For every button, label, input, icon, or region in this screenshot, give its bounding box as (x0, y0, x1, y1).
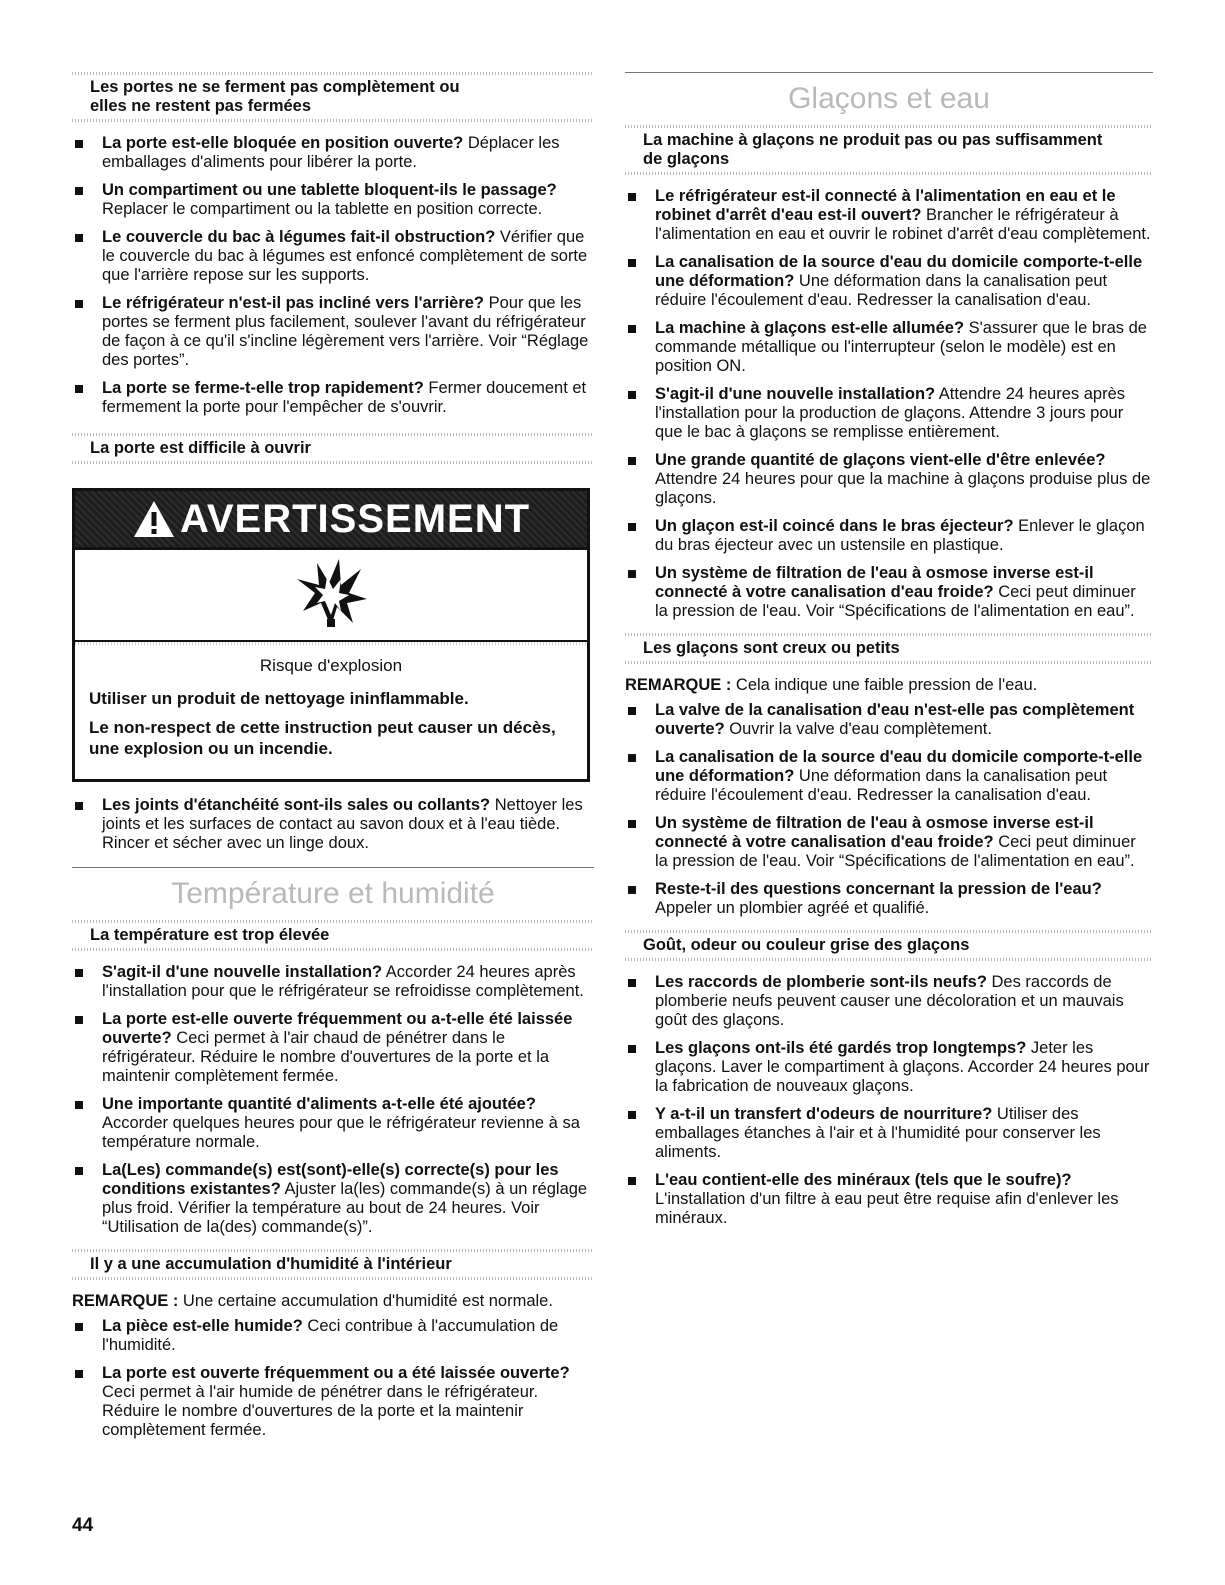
question-text: Une importante quantité d'aliments a-t-elle été ajoutée? (102, 1095, 536, 1113)
subheading-text: Il y a une accumulation d'humidité à l'intérieur (90, 1255, 452, 1273)
answer-text: Ceci contribue à l'accumulation de l'humidité. (102, 1317, 559, 1354)
warning-instruction: Utiliser un produit de nettoyage ininflammable. (89, 689, 469, 708)
answer-text: Pour que les portes se ferment plus facilement, soulever l'avant du réfrigérateur de façon à ce qu'il s'incline légèrement vers l'arrière. Voir “Réglage des portes”. (102, 294, 589, 369)
question-text: Un système de filtration de l'eau à osmose inverse est-il connecté à votre canalisation d'eau froide? (655, 564, 1094, 601)
list-item (625, 880, 1153, 918)
right-column (625, 72, 1153, 1237)
list-item (72, 1317, 594, 1355)
page-number: 44 (72, 1515, 94, 1536)
list-item (625, 701, 1153, 739)
subheading-text: Goût, odeur ou couleur grise des glaçons (643, 936, 970, 954)
question-text: Le réfrigérateur est-il connecté à l'alimentation en eau et le robinet d'arrêt d'eau est-il ouvert? (655, 187, 1116, 224)
list-item (625, 319, 1153, 376)
list-item (72, 134, 594, 172)
explosion-icon (291, 557, 371, 633)
warning-title: AVERTISSEMENT (179, 497, 531, 541)
warning-risk: Risque d'explosion (259, 656, 403, 675)
list-item (625, 564, 1153, 621)
question-text: Les joints d'étanchéité sont-ils sales ou collants? (102, 796, 491, 814)
answer-text: Utiliser des emballages étanches à l'air et à l'humidité pour conserver les aliments. (655, 1105, 1101, 1161)
subheading-doors-not-closing (72, 72, 594, 122)
answer-text: Une déformation dans la canalisation peut réduire l'écoulement d'eau. Redresser la canalisation d'eau. (655, 272, 1108, 309)
answer-text: Brancher le réfrigérateur à l'alimentation en eau et ouvrir le robinet d'arrêt d'eau complètement. (655, 206, 1151, 243)
bullet-list (72, 963, 594, 1237)
subheading-line: elles ne restent pas fermées (90, 97, 312, 115)
bullet-list (72, 134, 594, 417)
answer-text: Une déformation dans la canalisation peut réduire l'écoulement d'eau. Redresser la canalisation d'eau. (655, 767, 1108, 804)
answer-text: L'installation d'un filtre à eau peut être requise afin d'enlever les minéraux. (655, 1190, 1119, 1227)
answer-text: S'assurer que le bras de commande métallique ou l'interrupteur (selon le modèle) est en position ON. (655, 319, 1147, 375)
section-title-temperature: Température et humidité (72, 867, 594, 912)
question-text: La porte est-elle ouverte fréquemment ou a-t-elle été laissée ouverte? (102, 1010, 573, 1047)
question-text: Le couvercle du bac à légumes fait-il obstruction? (102, 228, 496, 246)
answer-text: Attendre 24 heures après l'installation pour la production de glaçons. Attendre 3 jours pour que le bac à glaçons se remplisse entièrement. (655, 385, 1126, 441)
answer-text: Ceci peut diminuer la pression de l'eau. Voir “Spécifications de l'alimentation en eau”. (655, 833, 1136, 870)
question-text: Le réfrigérateur n'est-il pas incliné vers l'arrière? (102, 294, 485, 312)
question-text: La porte se ferme-t-elle trop rapidement? (102, 379, 424, 397)
question-text: La(Les) commande(s) est(sont)-elle(s) correcte(s) pour les conditions existantes? (102, 1161, 559, 1198)
list-item (72, 796, 594, 853)
subheading-taste-odor (625, 930, 1153, 961)
list-item (625, 748, 1153, 805)
question-text: La pièce est-elle humide? (102, 1317, 303, 1335)
bullet-list (72, 796, 594, 853)
answer-text: Replacer le compartiment ou la tablette en position correcte. (102, 200, 543, 218)
warning-consequence: Le non-respect de cette instruction peut causer un décès, une explosion ou un incendie. (89, 718, 556, 758)
question-text: Y a-t-il un transfert d'odeurs de nourriture? (655, 1105, 993, 1123)
question-text: S'agit-il d'une nouvelle installation? (102, 963, 383, 981)
subheading-line: de glaçons (643, 150, 730, 168)
list-item (625, 517, 1153, 555)
list-item (72, 181, 594, 219)
list-item (625, 451, 1153, 508)
note-text: Cela indique une faible pression de l'eau. (731, 676, 1038, 694)
answer-text: Ceci permet à l'air chaud de pénétrer dans le réfrigérateur. Réduire le nombre d'ouvertures de la porte et la maintenir complètement fermée. (102, 1029, 550, 1085)
note-label: REMARQUE : (72, 1292, 179, 1310)
question-text: Un système de filtration de l'eau à osmose inverse est-il connecté à votre canalisation d'eau froide? (655, 814, 1094, 851)
list-item (625, 385, 1153, 442)
answer-text: Ceci peut diminuer la pression de l'eau. Voir “Spécifications de l'alimentation en eau”. (655, 583, 1136, 620)
question-text: L'eau contient-elle des minéraux (tels que le soufre)? (655, 1171, 1072, 1189)
answer-text: Ceci permet à l'air humide de pénétrer dans le réfrigérateur. Réduire le nombre d'ouvertures de la porte et la maintenir complètement fermée. (102, 1383, 539, 1439)
subheading-door-hard-to-open (72, 433, 594, 464)
list-item (625, 1171, 1153, 1228)
list-item (72, 1095, 594, 1152)
answer-text: Des raccords de plomberie neufs peuvent causer une décoloration et un mauvais goût des glaçons. (655, 973, 1124, 1029)
bullet-list (625, 187, 1153, 621)
answer-text: Enlever le glaçon du bras éjecteur avec un ustensile en plastique. (655, 517, 1145, 554)
answer-text: Nettoyer les joints et les surfaces de contact au savon doux et à l'eau tiède. Rincer et sécher avec un linge doux. (102, 796, 583, 852)
bullet-list (625, 973, 1153, 1228)
warning-triangle-icon (132, 499, 176, 539)
answer-text: Ajuster la(les) commande(s) à un réglage plus froid. Vérifier la température au bout de 24 heures. Voir “Utilisation de la(des) commande(s)”. (102, 1180, 588, 1236)
note (72, 1292, 594, 1311)
question-text: Un glaçon est-il coincé dans le bras éjecteur? (655, 517, 1014, 535)
answer-text: Ouvrir la valve d'eau complètement. (724, 720, 992, 738)
answer-text: Vérifier que le couvercle du bac à légumes est enfoncé complètement de sorte que l'arrière repose sur les supports. (102, 228, 588, 284)
subheading-ice-maker (625, 125, 1153, 175)
question-text: La canalisation de la source d'eau du domicile comporte-t-elle une déformation? (655, 748, 1143, 785)
answer-text: Accorder quelques heures pour que le réfrigérateur revienne à sa température normale. (102, 1114, 580, 1151)
subheading-humidity (72, 1249, 594, 1280)
question-text: La valve de la canalisation d'eau n'est-elle pas complètement ouverte? (655, 701, 1135, 738)
list-item (72, 963, 594, 1001)
list-item (625, 1039, 1153, 1096)
bullet-list (72, 1317, 594, 1440)
note-text: Une certaine accumulation d'humidité est normale. (178, 1292, 553, 1310)
question-text: La porte est-elle bloquée en position ouverte? (102, 134, 464, 152)
subheading-hollow-ice (625, 633, 1153, 664)
answer-text: Accorder 24 heures après l'installation pour que le réfrigérateur se refroidisse complètement. (102, 963, 584, 1000)
subheading-text: Les glaçons sont creux ou petits (643, 639, 900, 657)
list-item (625, 973, 1153, 1030)
note-label: REMARQUE : (625, 676, 732, 694)
warning-header (75, 491, 587, 550)
question-text: La porte est ouverte fréquemment ou a été laissée ouverte? (102, 1364, 570, 1382)
list-item (72, 379, 594, 417)
warning-box (72, 488, 590, 782)
question-text: S'agit-il d'une nouvelle installation? (655, 385, 936, 403)
list-item (72, 228, 594, 285)
answer-text: Jeter les glaçons. Laver le compartiment à glaçons. Accorder 24 heures pour la fabrication de nouveaux glaçons. (655, 1039, 1150, 1095)
list-item (625, 814, 1153, 871)
bullet-list (625, 701, 1153, 918)
answer-text: Appeler un plombier agréé et qualifié. (655, 899, 930, 917)
answer-text: Fermer doucement et fermement la porte pour l'empêcher de s'ouvrir. (102, 379, 587, 416)
list-item (625, 253, 1153, 310)
list-item (72, 1010, 594, 1086)
section-title-ice-water: Glaçons et eau (625, 72, 1153, 117)
list-item (72, 294, 594, 370)
warning-body (75, 642, 587, 779)
question-text: Un compartiment ou une tablette bloquent-ils le passage? (102, 181, 557, 199)
question-text: Les raccords de plomberie sont-ils neufs? (655, 973, 987, 991)
subheading-temperature-high (72, 920, 594, 951)
subheading-text: La porte est difficile à ouvrir (90, 439, 311, 457)
subheading-line: La machine à glaçons ne produit pas ou pas suffisamment (643, 131, 1103, 149)
subheading-text: La température est trop élevée (90, 926, 330, 944)
left-column (72, 72, 594, 1449)
list-item (625, 187, 1153, 244)
question-text: Les glaçons ont-ils été gardés trop longtemps? (655, 1039, 1027, 1057)
question-text: La machine à glaçons est-elle allumée? (655, 319, 965, 337)
answer-text: Attendre 24 heures pour que la machine à glaçons produise plus de glaçons. (655, 470, 1151, 507)
list-item (72, 1161, 594, 1237)
explosion-icon-area (75, 550, 587, 642)
answer-text: Déplacer les emballages d'aliments pour libérer la porte. (102, 134, 560, 171)
note (625, 676, 1153, 695)
question-text: Une grande quantité de glaçons vient-elle d'être enlevée? (655, 451, 1106, 469)
subheading-line: Les portes ne se ferment pas complètement ou (90, 78, 460, 96)
question-text: Reste-t-il des questions concernant la pression de l'eau? (655, 880, 1102, 898)
question-text: La canalisation de la source d'eau du domicile comporte-t-elle une déformation? (655, 253, 1143, 290)
list-item (625, 1105, 1153, 1162)
list-item (72, 1364, 594, 1440)
